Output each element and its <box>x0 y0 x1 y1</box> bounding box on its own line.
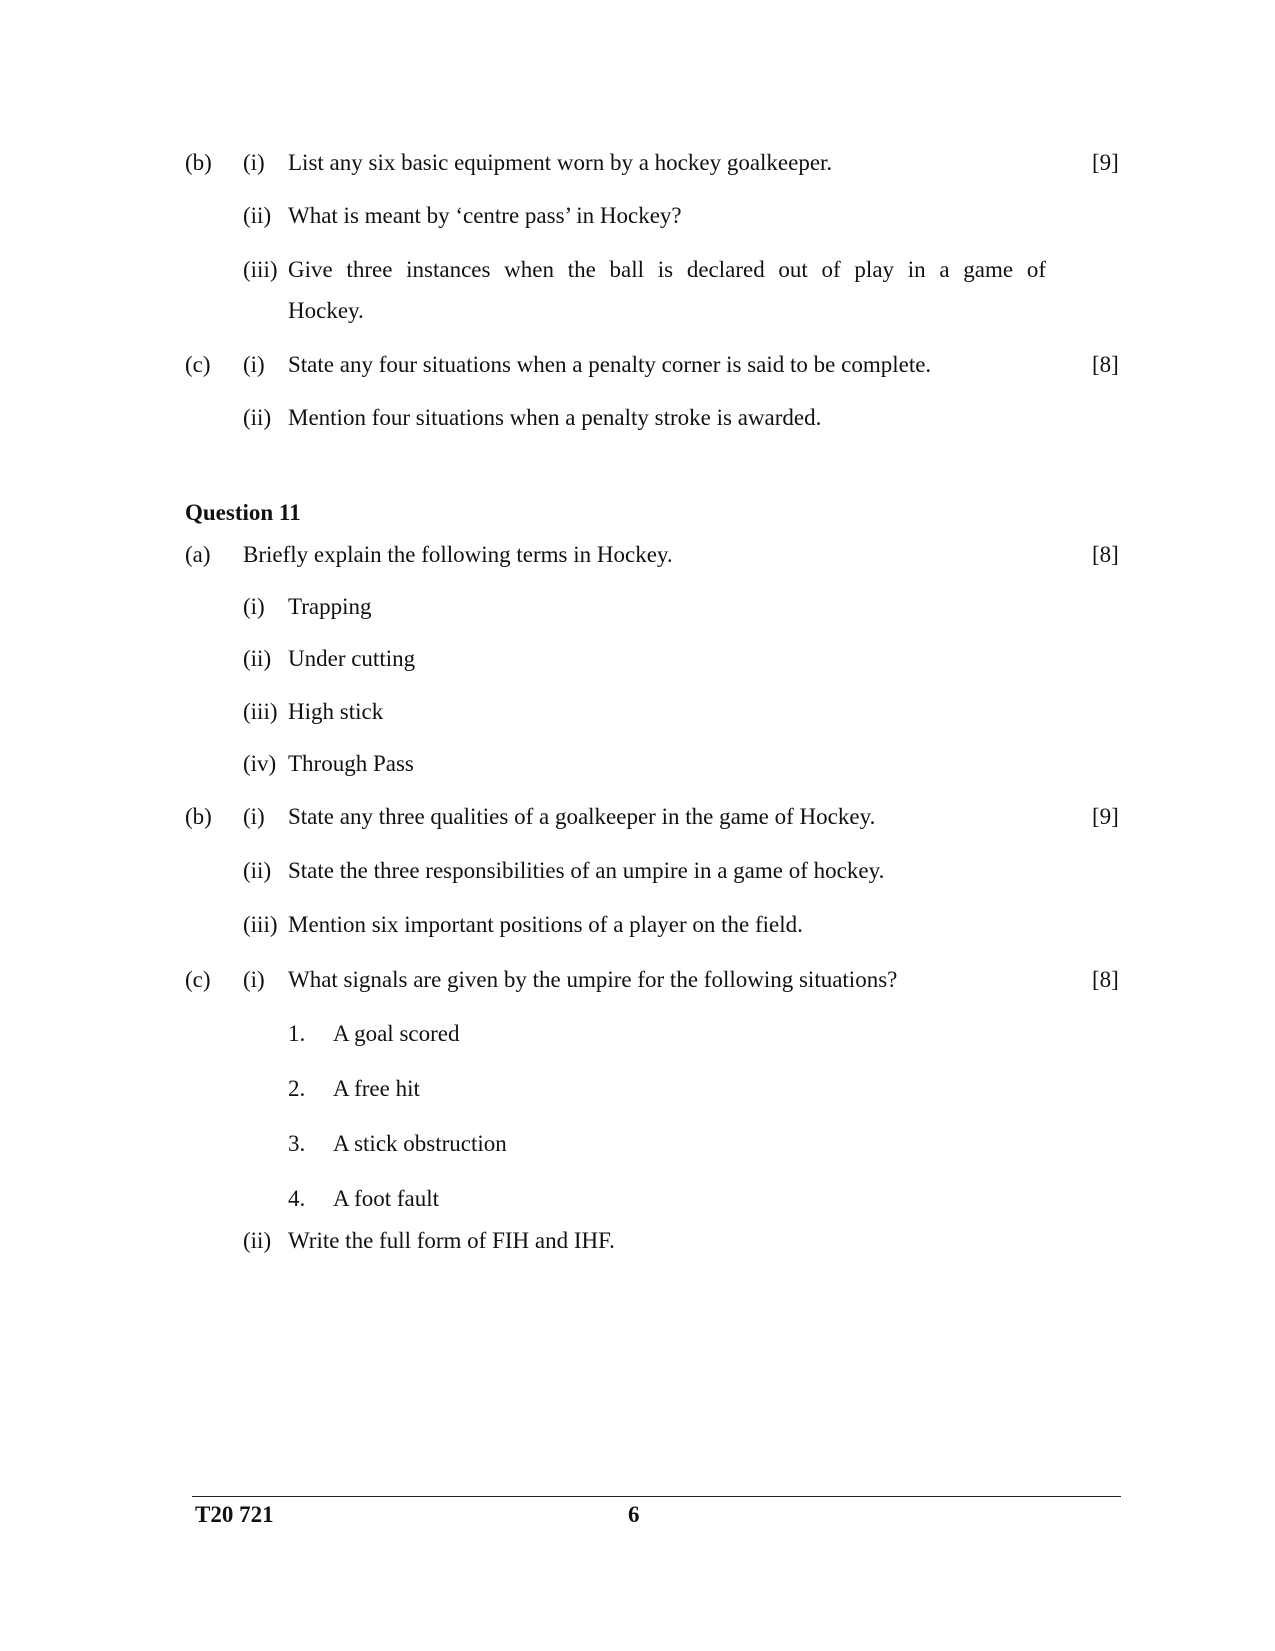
item-text: Write the full form of FIH and IHF. <box>288 1228 615 1253</box>
part-text: Briefly explain the following terms in Hockey. <box>243 542 673 567</box>
question-heading: Question 11 <box>185 500 301 525</box>
item-text: Mention six important positions of a player on the field. <box>288 912 803 937</box>
list-item: A foot fault <box>333 1186 440 1211</box>
marks-label: [9] <box>1092 804 1119 829</box>
item-text: State any three qualities of a goalkeeper in the game of Hockey. <box>288 804 876 829</box>
page-number: 6 <box>628 1502 640 1527</box>
item-number: (i) <box>243 150 265 175</box>
part-label-b: (b) <box>185 804 212 829</box>
marks-label: [8] <box>1092 542 1119 567</box>
item-text-line1: Give three instances when the ball is declared out of play in a game of <box>288 257 1046 282</box>
item-text: Trapping <box>288 594 372 619</box>
item-number: (ii) <box>243 1228 272 1253</box>
item-text: Mention four situations when a penalty stroke is awarded. <box>288 405 822 430</box>
paper-code: T20 721 <box>195 1502 274 1527</box>
item-number: (i) <box>243 352 265 377</box>
list-number: 3. <box>288 1131 306 1156</box>
item-number: (iii) <box>243 699 278 724</box>
item-number: (ii) <box>243 203 272 228</box>
marks-label: [9] <box>1092 150 1119 175</box>
list-item: A stick obstruction <box>333 1131 507 1156</box>
item-number: (iii) <box>243 912 278 937</box>
item-text: High stick <box>288 699 384 724</box>
part-label-b: (b) <box>185 150 212 175</box>
item-number: (i) <box>243 804 265 829</box>
item-text: Under cutting <box>288 646 416 671</box>
part-label-c: (c) <box>185 352 211 377</box>
item-number: (i) <box>243 967 265 992</box>
part-label-a: (a) <box>185 542 211 567</box>
item-number: (i) <box>243 594 265 619</box>
footer-divider <box>192 1496 1121 1497</box>
item-number: (ii) <box>243 646 272 671</box>
list-item: A free hit <box>333 1076 420 1101</box>
item-text: What is meant by ‘centre pass’ in Hockey? <box>288 203 682 228</box>
item-text: State any four situations when a penalty corner is said to be complete. <box>288 352 932 377</box>
list-number: 2. <box>288 1076 306 1101</box>
part-label-c: (c) <box>185 967 211 992</box>
list-number: 4. <box>288 1186 306 1211</box>
item-number: (iii) <box>243 257 278 282</box>
item-text: List any six basic equipment worn by a hockey goalkeeper. <box>288 150 833 175</box>
item-text: State the three responsibilities of an umpire in a game of hockey. <box>288 858 885 883</box>
item-number: (iv) <box>243 751 277 776</box>
list-number: 1. <box>288 1021 306 1046</box>
marks-label: [8] <box>1092 967 1119 992</box>
item-number: (ii) <box>243 405 272 430</box>
item-text: Through Pass <box>288 751 414 776</box>
marks-label: [8] <box>1092 352 1119 377</box>
list-item: A goal scored <box>333 1021 460 1046</box>
item-number: (ii) <box>243 858 272 883</box>
item-text-line2: Hockey. <box>288 298 364 323</box>
item-text: What signals are given by the umpire for the following situations? <box>288 967 898 992</box>
